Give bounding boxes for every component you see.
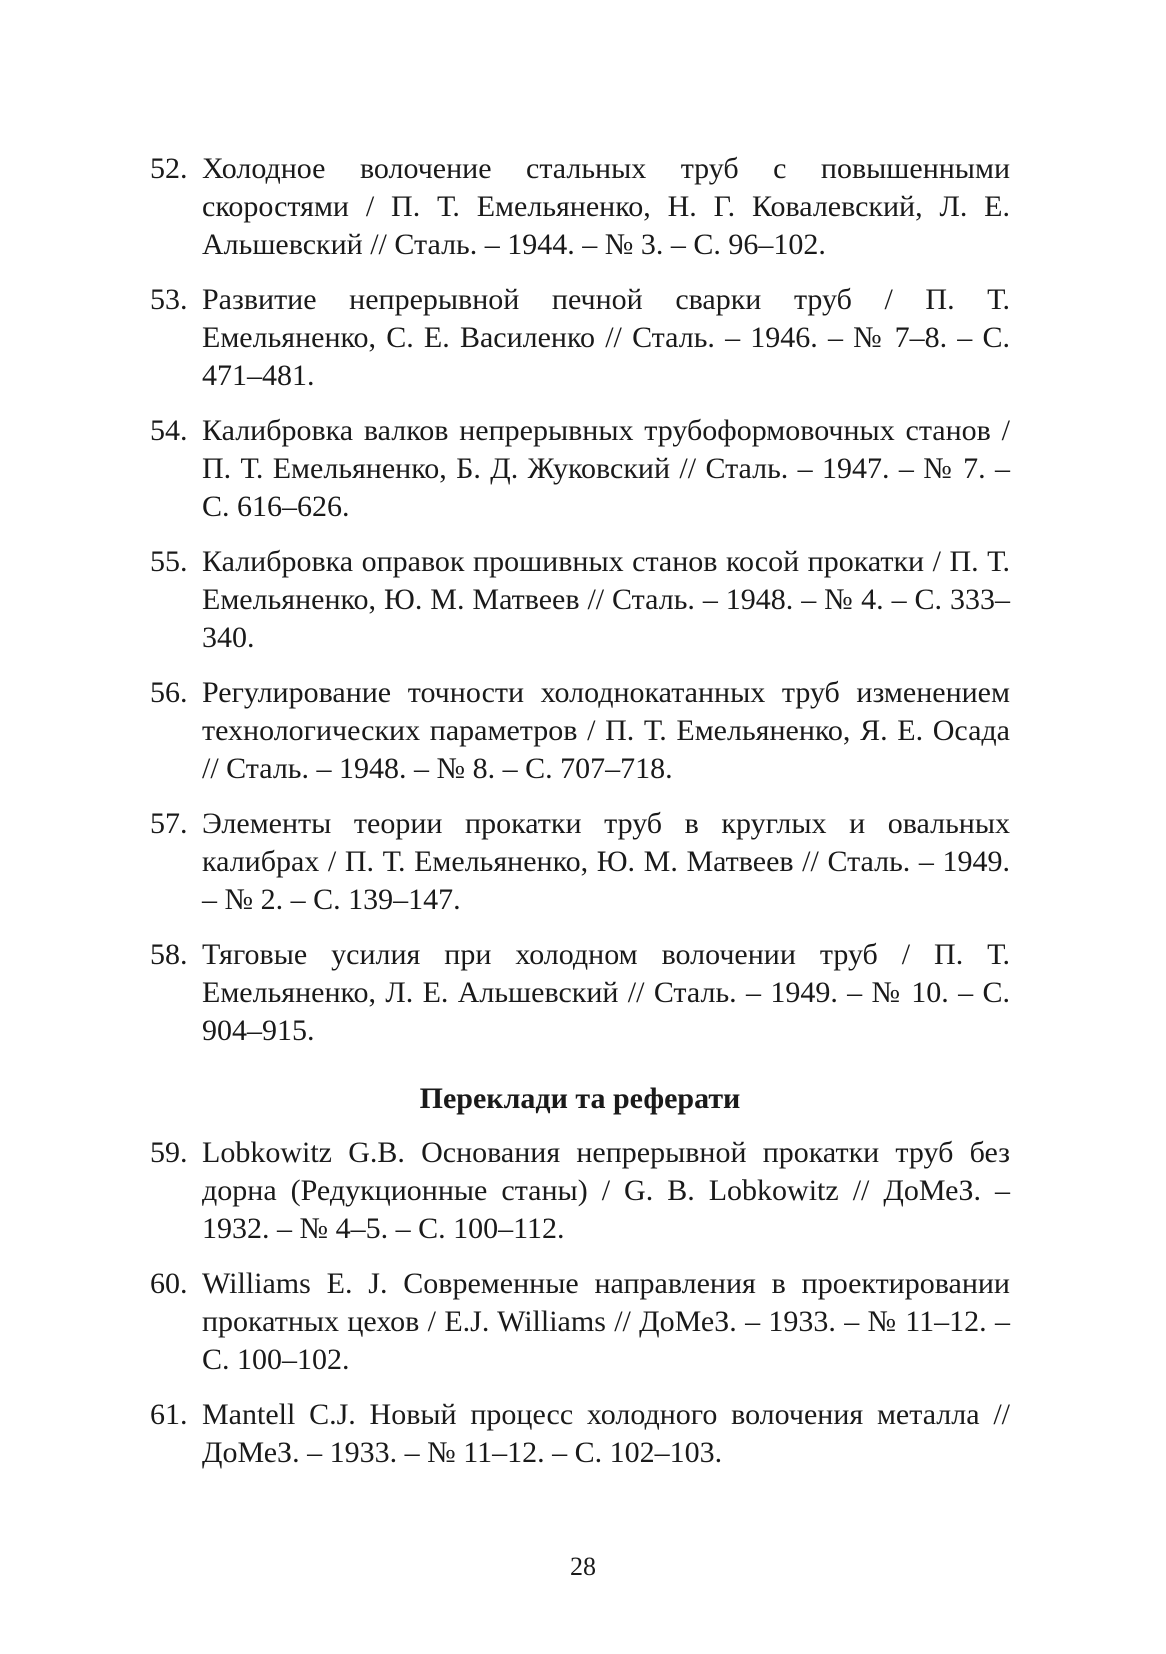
reference-text: Калибровка валков непрерывных трубоформовочных станов / П. Т. Емельяненко, Б. Д. Жуковский // Сталь. – 1947. – № 7. – С. 616–626. [202,414,1010,523]
reference-item-59 [150,1134,1010,1248]
reference-number: 55. [150,545,188,578]
reference-list-translations [150,1134,1010,1489]
reference-number: 60. [150,1267,188,1300]
reference-item-61 [150,1396,1010,1472]
reference-number: 52. [150,152,188,185]
reference-item-55 [150,543,1010,657]
reference-number: 56. [150,676,188,709]
reference-item-57 [150,805,1010,919]
reference-item-52 [150,150,1010,264]
page-number: 28 [570,1552,596,1581]
reference-list-primary [150,150,1010,1067]
reference-number: 54. [150,414,188,447]
section-heading: Переклади та реферати [419,1082,741,1115]
reference-text: Калибровка оправок прошивных станов косой прокатки / П. Т. Емельяненко, Ю. М. Матвеев // Сталь. – 1948. – № 4. – С. 333–340. [202,545,1010,654]
reference-item-60 [150,1265,1010,1379]
reference-number: 58. [150,938,188,971]
reference-text: Холодное волочение стальных труб с повышенными скоростями / П. Т. Емельяненко, Н. Г. Ковалевский, Л. Е. Альшевский // Сталь. – 1944. – № 3. – С. 96–102. [202,152,1010,261]
reference-item-54 [150,412,1010,526]
reference-text: Тяговые усилия при холодном волочении труб / П. Т. Емельяненко, Л. Е. Альшевский // Сталь. – 1949. – № 10. – С. 904–915. [202,938,1010,1047]
reference-text: Развитие непрерывной печной сварки труб / П. Т. Емельяненко, С. Е. Василенко // Сталь. – 1946. – № 7–8. – С. 471–481. [202,283,1010,392]
reference-number: 61. [150,1398,188,1431]
reference-text: Lobkowitz G.B. Основания непрерывной прокатки труб без дорна (Редукционные станы) / G. B. Lobkowitz // ДоМеЗ. – 1932. – № 4–5. – С. 100–112. [202,1136,1010,1245]
reference-number: 53. [150,283,188,316]
reference-item-53 [150,281,1010,395]
reference-number: 59. [150,1136,188,1169]
reference-number: 57. [150,807,188,840]
reference-item-58 [150,936,1010,1050]
reference-text: Элементы теории прокатки труб в круглых и овальных калибрах / П. Т. Емельяненко, Ю. М. Матвеев // Сталь. – 1949. – № 2. – С. 139–147. [202,807,1010,916]
reference-text: Регулирование точности холоднокатанных труб изменением технологических параметров / П. Т. Емельяненко, Я. Е. Осада // Сталь. – 1948. – № 8. – С. 707–718. [202,676,1010,785]
reference-item-56 [150,674,1010,788]
reference-text: Williams E. J. Современные направления в проектировании прокатных цехов / E.J. Williams // ДоМеЗ. – 1933. – № 11–12. – С. 100–102. [202,1267,1010,1376]
reference-text: Mantell C.J. Новый процесс холодного волочения металла // ДоМеЗ. – 1933. – № 11–12. – С. 102–103. [202,1398,1010,1469]
